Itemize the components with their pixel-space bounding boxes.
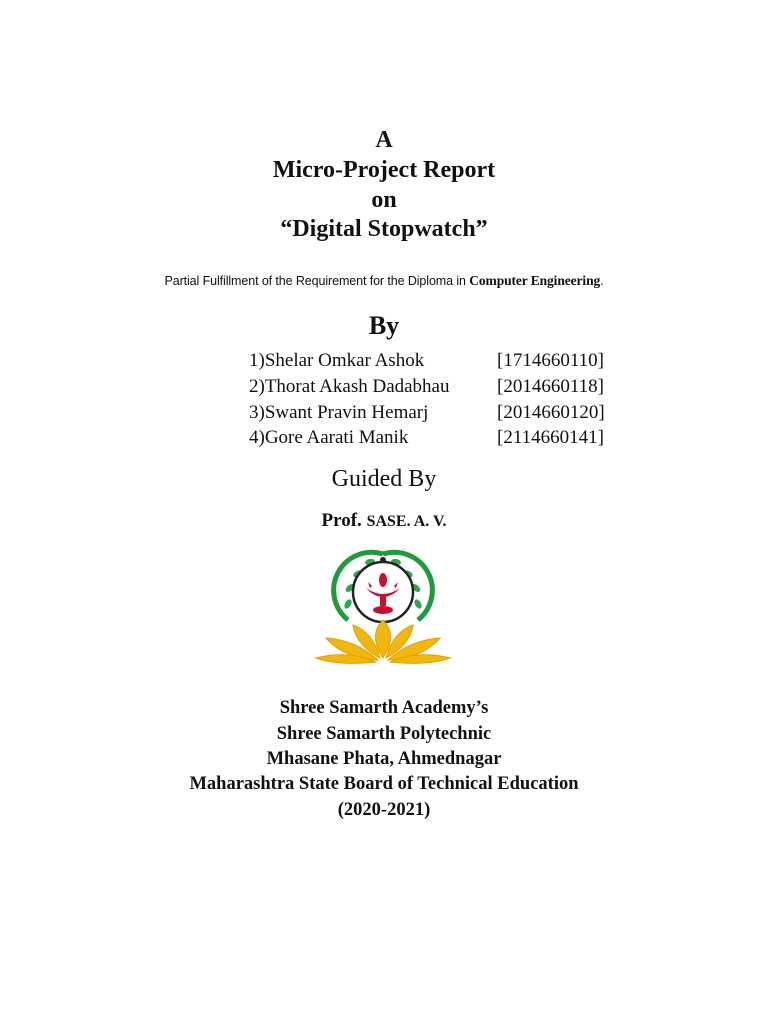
member-name: 3)Swant Pravin Hemarj	[249, 402, 429, 423]
fulfillment-period: .	[600, 274, 604, 288]
branch-name: Computer Engineering	[469, 273, 601, 288]
guide-surname: SASE. A. V.	[366, 513, 447, 530]
polytechnic-name: Shree Samarth Polytechnic	[276, 724, 492, 744]
member-row	[249, 375, 619, 400]
member-row	[249, 349, 619, 374]
member-name: 4)Gore Aarati Manik	[249, 427, 409, 448]
member-roll-number: [2014660120]	[497, 402, 605, 423]
member-roll-number: [2114660141]	[497, 427, 604, 448]
member-row	[249, 426, 619, 451]
fulfillment-text: Partial Fulfillment of the Requirement for the Diploma in	[164, 274, 470, 288]
title-line-a: A	[375, 127, 393, 153]
member-roll-number: [2014660118]	[497, 376, 604, 397]
member-name: 2)Thorat Akash Dadabhau	[249, 376, 450, 397]
project-title: “Digital Stopwatch”	[280, 216, 488, 242]
by-heading: By	[368, 311, 400, 340]
academic-year: (2020-2021)	[337, 800, 431, 820]
guide-name	[0, 508, 768, 535]
member-roll-number: [1714660110]	[497, 350, 604, 371]
academy-name: Shree Samarth Academy’s	[279, 698, 489, 718]
title-on: on	[371, 187, 397, 213]
member-name: 1)Shelar Omkar Ashok	[249, 350, 425, 371]
institution-seal-icon	[308, 540, 458, 670]
institution-address: Mhasane Phata, Ahmednagar	[266, 749, 502, 769]
member-row	[249, 401, 619, 426]
board-name: Maharashtra State Board of Technical Education	[189, 774, 579, 794]
fulfillment-statement	[0, 272, 768, 290]
guided-by-heading: Guided By	[331, 466, 437, 492]
title-report: Micro-Project Report	[272, 157, 496, 183]
guide-title: Prof.	[321, 510, 367, 531]
